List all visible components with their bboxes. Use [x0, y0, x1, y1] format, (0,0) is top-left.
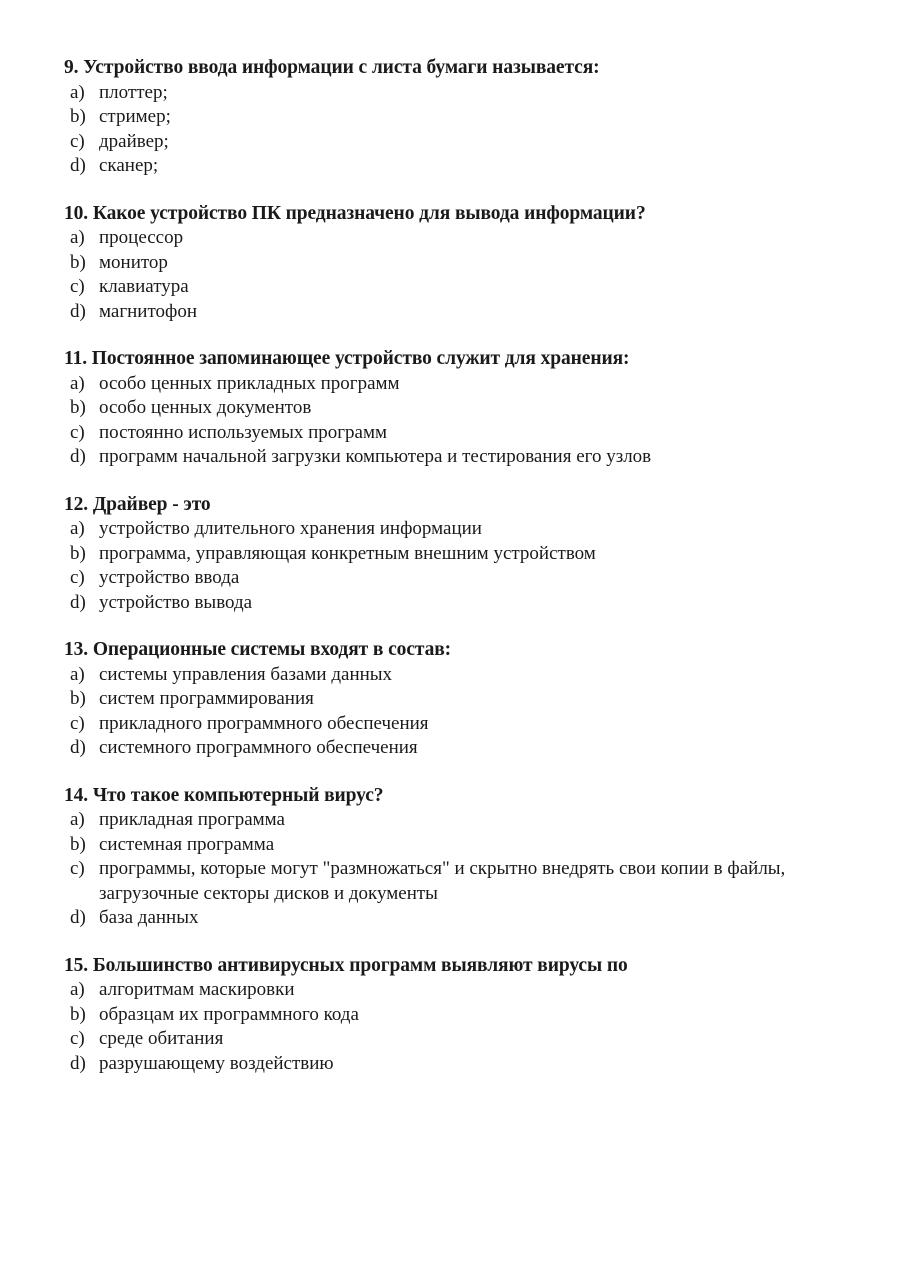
- option-letter: c): [70, 276, 85, 297]
- answer-option: [64, 906, 844, 931]
- answer-option: [64, 226, 844, 251]
- question-block: [64, 202, 844, 325]
- option-letter: c): [70, 130, 85, 152]
- answer-option: [64, 808, 844, 833]
- answer-option: [64, 687, 844, 712]
- option-text: процессор: [99, 227, 184, 248]
- option-text: база данных: [99, 907, 199, 928]
- answer-option: [64, 736, 844, 761]
- answer-options: [64, 517, 844, 615]
- option-text: особо ценных документов: [99, 397, 312, 418]
- option-text: прикладная программа: [99, 809, 285, 830]
- answer-option: [64, 154, 844, 179]
- answer-option: [64, 445, 844, 470]
- test-page: [64, 56, 844, 1099]
- option-text: программ начальной загрузки компьютера и тестирования его узлов: [99, 446, 652, 467]
- option-letter: d): [70, 591, 86, 613]
- answer-options: [64, 81, 844, 179]
- option-text: систем программирования: [99, 688, 314, 709]
- question-block: [64, 56, 844, 179]
- answer-option: [64, 542, 844, 567]
- option-text: монитор: [99, 251, 168, 273]
- answer-option: [64, 105, 844, 130]
- answer-option: [64, 81, 844, 106]
- question-title: 9. Устройство ввода информации с листа бумаги называется:: [64, 57, 600, 78]
- answer-options: [64, 663, 844, 761]
- option-text: клавиатура: [99, 276, 189, 297]
- answer-option: [64, 857, 844, 906]
- option-letter: b): [70, 833, 86, 855]
- answer-option: [64, 396, 844, 421]
- option-text: устройство ввода: [99, 567, 240, 588]
- option-letter: a): [70, 979, 85, 1000]
- option-letter: b): [70, 542, 86, 564]
- option-letter: a): [70, 809, 85, 830]
- option-text: магнитофон: [99, 300, 197, 322]
- question-title: 14. Что такое компьютерный вирус?: [64, 784, 384, 806]
- question-block: [64, 493, 844, 616]
- option-text: системного программного обеспечения: [99, 737, 418, 758]
- answer-option: [64, 275, 844, 300]
- option-letter: c): [70, 421, 85, 443]
- option-letter: c): [70, 858, 85, 879]
- option-letter: d): [70, 300, 86, 322]
- answer-option: [64, 663, 844, 688]
- question-block: [64, 347, 844, 470]
- answer-options: [64, 978, 844, 1076]
- option-letter: a): [70, 663, 85, 685]
- option-text: плоттер;: [99, 81, 168, 103]
- option-letter: d): [70, 1052, 86, 1074]
- question-block: [64, 784, 844, 931]
- option-text: образцам их программного кода: [99, 1003, 359, 1025]
- answer-option: [64, 566, 844, 591]
- option-text: сканер;: [99, 155, 159, 176]
- question-title: 12. Драйвер - это: [64, 493, 211, 515]
- option-letter: d): [70, 907, 86, 928]
- option-text: алгоритмам маскировки: [99, 979, 295, 1000]
- question-title: 13. Операционные системы входят в состав:: [64, 639, 452, 660]
- option-letter: a): [70, 518, 85, 539]
- answer-option: [64, 978, 844, 1003]
- question-block: [64, 638, 844, 761]
- option-letter: b): [70, 397, 86, 418]
- answer-option: [64, 712, 844, 737]
- answer-option: [64, 833, 844, 858]
- option-letter: b): [70, 688, 86, 709]
- answer-option: [64, 130, 844, 155]
- option-letter: b): [70, 106, 86, 127]
- option-letter: b): [70, 251, 86, 273]
- answer-options: [64, 226, 844, 324]
- option-text: драйвер;: [99, 130, 169, 152]
- answer-option: [64, 517, 844, 542]
- option-letter: c): [70, 712, 85, 734]
- question-block: [64, 954, 844, 1077]
- question-title: 15. Большинство антивирусных программ выявляют вирусы по: [64, 954, 628, 976]
- option-text: системная программа: [99, 833, 275, 855]
- question-title: 10. Какое устройство ПК предназначено для вывода информации?: [64, 202, 646, 224]
- option-text: устройство длительного хранения информации: [99, 518, 482, 539]
- option-text: системы управления базами данных: [99, 663, 393, 685]
- option-text: программа, управляющая конкретным внешним устройством: [99, 542, 596, 564]
- option-text: разрушающему воздействию: [99, 1052, 334, 1074]
- answer-option: [64, 1003, 844, 1028]
- answer-option: [64, 300, 844, 325]
- answer-options: [64, 372, 844, 470]
- option-text: стример;: [99, 106, 171, 127]
- option-letter: d): [70, 737, 86, 758]
- option-letter: a): [70, 227, 85, 248]
- option-letter: a): [70, 81, 85, 103]
- option-letter: b): [70, 1003, 86, 1025]
- option-letter: c): [70, 567, 85, 588]
- option-letter: d): [70, 446, 86, 467]
- option-text: устройство вывода: [99, 591, 253, 613]
- answer-option: [64, 1027, 844, 1052]
- answer-option: [64, 591, 844, 616]
- option-letter: a): [70, 372, 85, 394]
- question-title: 11. Постоянное запоминающее устройство служит для хранения:: [64, 348, 630, 369]
- answer-options: [64, 808, 844, 931]
- option-text: постоянно используемых программ: [99, 421, 388, 443]
- option-letter: d): [70, 155, 86, 176]
- answer-option: [64, 421, 844, 446]
- option-text: прикладного программного обеспечения: [99, 712, 429, 734]
- option-text: особо ценных прикладных программ: [99, 372, 400, 394]
- answer-option: [64, 251, 844, 276]
- answer-option: [64, 372, 844, 397]
- option-text: программы, которые могут "размножаться" и скрытно внедрять свои копии в файлы, загрузочные секторы дисков и документы: [99, 858, 786, 904]
- option-text: среде обитания: [99, 1028, 224, 1049]
- answer-option: [64, 1052, 844, 1077]
- option-letter: c): [70, 1028, 85, 1049]
